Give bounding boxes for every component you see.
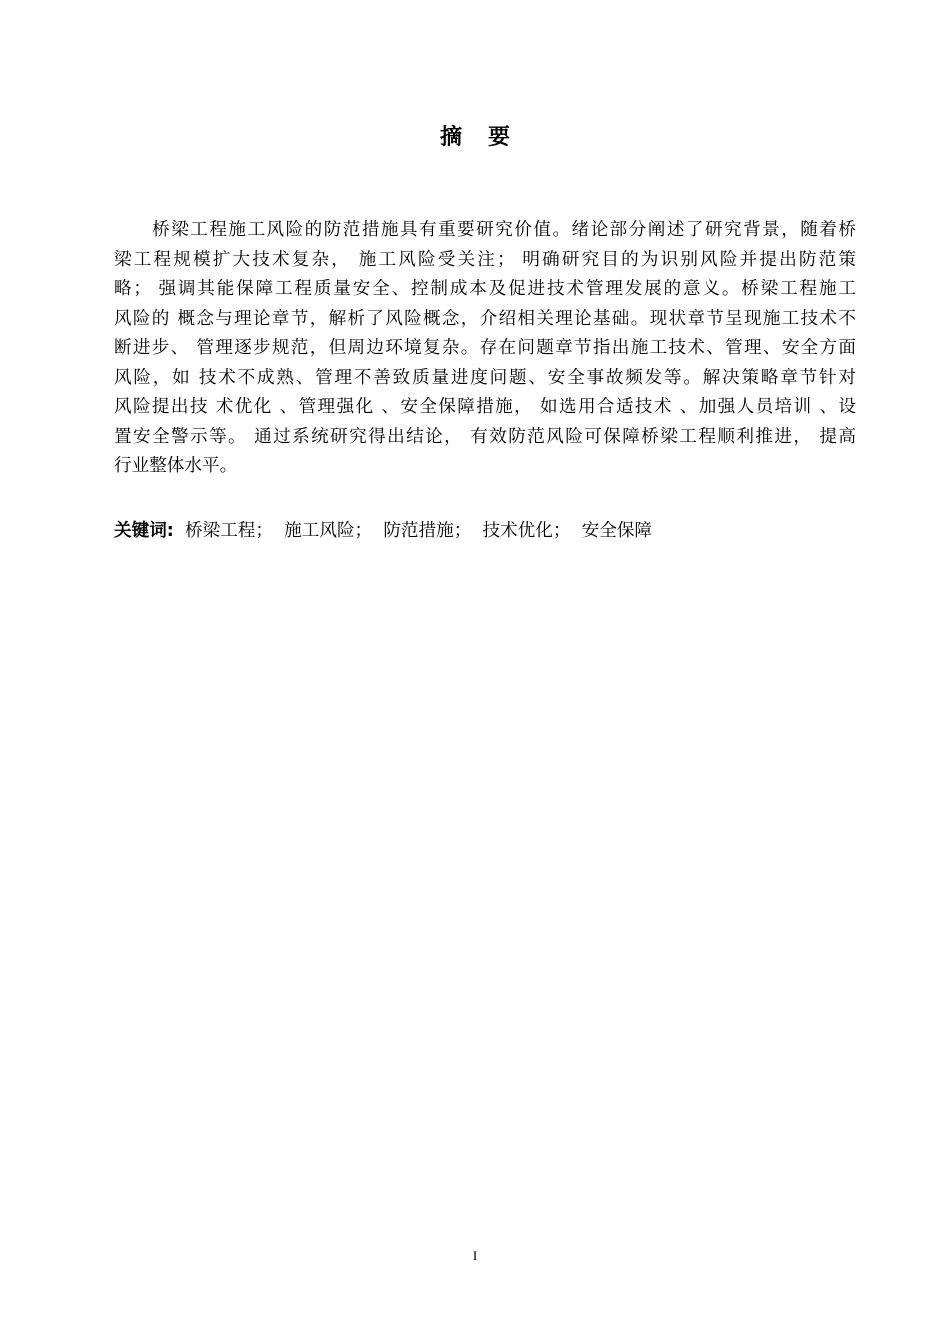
page-number: I <box>472 1248 478 1263</box>
abstract-line-9: 行业整体水平。 <box>114 456 238 476</box>
abstract-line-2: 梁工程规模扩大技术复杂， 施工风险受关注； 明确研究目的为识别风险并提出防范策 <box>114 249 856 270</box>
abstract-line-5: 断进步、 管理逐步规范，但周边环境复杂。存在问题章节指出施工技术、管理、安全方面 <box>114 338 856 358</box>
abstract-line-4: 风险的 概念与理论章节，解析了风险概念，介绍相关理论基础。现状章节呈现施工技术不 <box>114 308 856 329</box>
keywords-row <box>114 516 856 546</box>
abstract-line-1: 桥梁工程施工风险的防范措施具有重要研究价值。绪论部分阐述了研究背景，随着桥 <box>114 220 856 240</box>
page-title <box>0 120 950 156</box>
title-char-2: 要 <box>488 125 511 150</box>
abstract-line-8: 置安全警示等。 通过系统研究得出结论， 有效防范风险可保障桥梁工程顺利推进， 提高 <box>114 426 856 447</box>
abstract-body <box>114 216 856 482</box>
title-char-1: 摘 <box>439 125 462 150</box>
abstract-line-3: 略； 强调其能保障工程质量安全、控制成本及促进技术管理发展的意义。桥梁工程施工 <box>114 279 856 299</box>
keywords-text: 桥梁工程； 施工风险； 防范措施； 技术优化； 安全保障 <box>173 521 653 541</box>
keywords-label: 关键词: <box>114 521 174 541</box>
abstract-line-6: 风险，如 技术不成熟、管理不善致质量进度问题、安全事故频发等。解决策略章节针对 <box>114 367 856 388</box>
abstract-line-7: 风险提出技 术优化 、管理强化 、安全保障措施， 如选用合适技术 、加强人员培训 、设 <box>114 397 856 417</box>
